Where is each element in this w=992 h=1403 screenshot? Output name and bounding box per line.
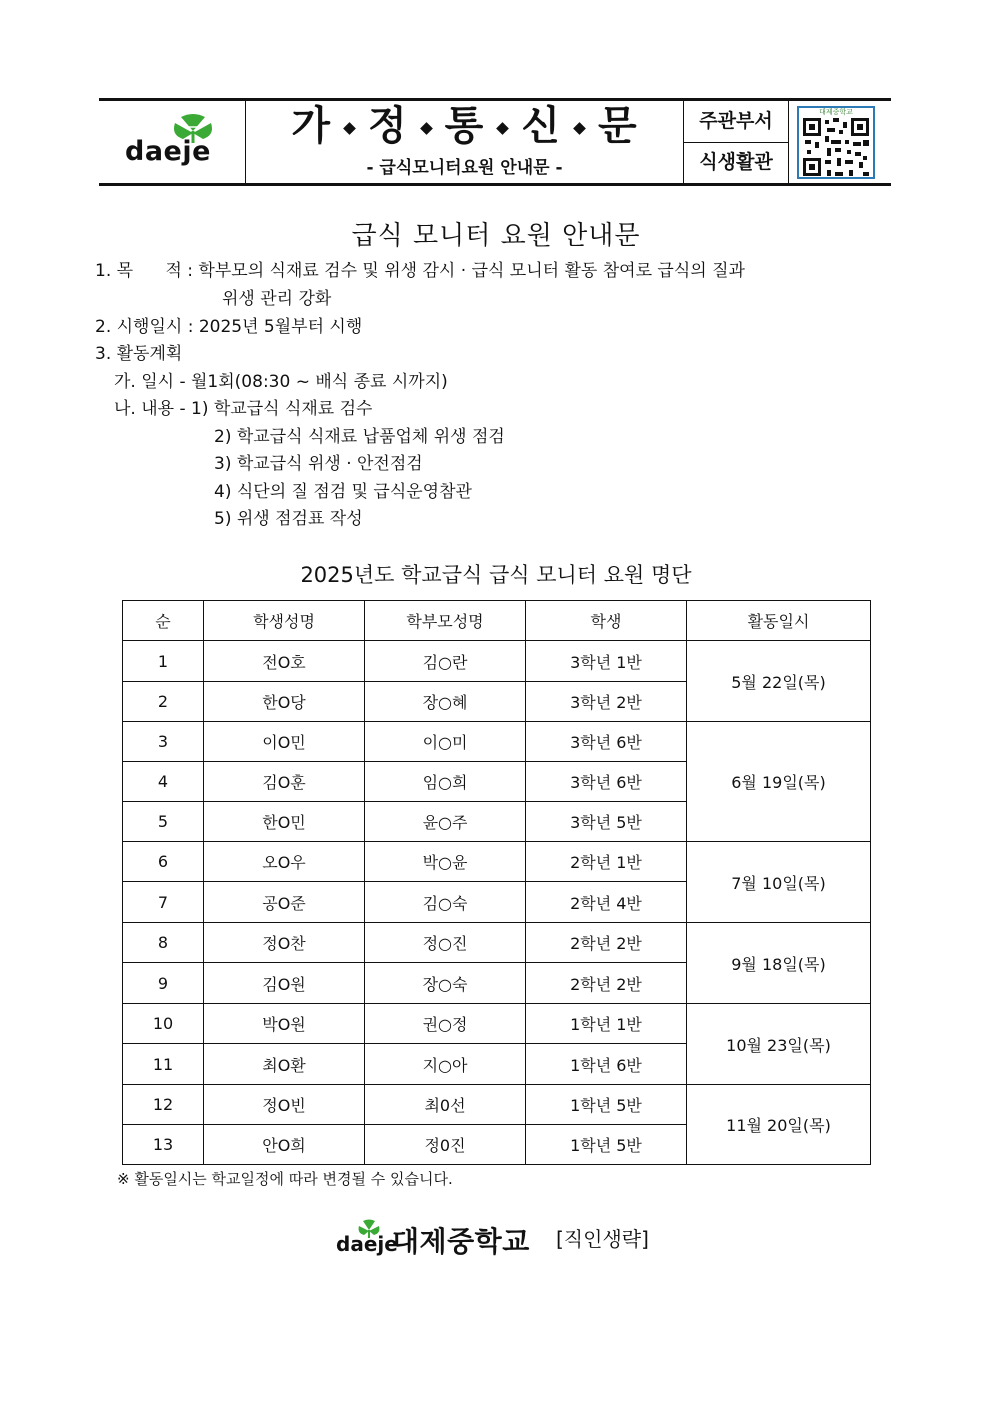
column-header: 학부모성명 bbox=[365, 601, 526, 641]
cell-class: 2학년 4반 bbox=[526, 882, 687, 923]
cell-student: 오O우 bbox=[204, 842, 365, 882]
cell-parent: 김○란 bbox=[365, 641, 526, 682]
cell-no: 12 bbox=[123, 1085, 204, 1125]
cell-class: 3학년 1반 bbox=[526, 641, 687, 682]
table-row bbox=[123, 842, 871, 882]
seal-omitted-text: [직인생략] bbox=[556, 1227, 649, 1251]
cell-student: 한O민 bbox=[204, 802, 365, 842]
title-char: 통 bbox=[444, 103, 485, 149]
cell-no: 4 bbox=[123, 762, 204, 802]
cell-class: 2학년 2반 bbox=[526, 923, 687, 963]
document-title: 급식 모니터 요원 안내문 bbox=[351, 221, 641, 251]
cell-parent: 김○숙 bbox=[365, 882, 526, 923]
table-row bbox=[123, 641, 871, 682]
page-title bbox=[246, 101, 683, 151]
cell-student: 한O당 bbox=[204, 682, 365, 722]
cell-student: 정O빈 bbox=[204, 1085, 365, 1125]
plan-content-3: 3) 학교급식 위생 · 안전점검 bbox=[214, 454, 423, 474]
cell-parent: 장○혜 bbox=[365, 682, 526, 722]
cell-parent: 박○윤 bbox=[365, 842, 526, 882]
cell-no: 7 bbox=[123, 882, 204, 923]
cell-parent: 장○숙 bbox=[365, 963, 526, 1004]
cell-student: 정O찬 bbox=[204, 923, 365, 963]
footer-logo-text: daeje bbox=[336, 1232, 398, 1256]
plan-content-4: 4) 식단의 질 점검 및 급식운영참관 bbox=[214, 482, 472, 502]
title-char: 가 bbox=[291, 103, 332, 149]
schedule-note: ※ 활동일시는 학교일정에 따라 변경될 수 있습니다. bbox=[117, 1170, 453, 1188]
cell-date: 10월 23일(목) bbox=[687, 1004, 871, 1085]
cell-parent: 윤○주 bbox=[365, 802, 526, 842]
table-row bbox=[123, 1085, 871, 1125]
cell-student: 김O훈 bbox=[204, 762, 365, 802]
plan-content-5: 5) 위생 점검표 작성 bbox=[214, 509, 363, 529]
cell-date: 7월 10일(목) bbox=[687, 842, 871, 923]
cell-student: 이O민 bbox=[204, 722, 365, 762]
cell-parent: 임○희 bbox=[365, 762, 526, 802]
department-cell bbox=[684, 101, 788, 183]
title-char: 문 bbox=[597, 103, 638, 149]
qr-cell bbox=[789, 101, 891, 183]
plan-content-2: 2) 학교급식 식재료 납품업체 위생 점검 bbox=[214, 427, 505, 447]
column-header: 학생성명 bbox=[204, 601, 365, 641]
cell-class: 3학년 2반 bbox=[526, 682, 687, 722]
cell-parent: 최0선 bbox=[365, 1085, 526, 1125]
cell-no: 2 bbox=[123, 682, 204, 722]
cell-student: 최O환 bbox=[204, 1044, 365, 1085]
cell-class: 2학년 2반 bbox=[526, 963, 687, 1004]
cell-no: 5 bbox=[123, 802, 204, 842]
cell-parent: 권○정 bbox=[365, 1004, 526, 1044]
cell-parent: 이○미 bbox=[365, 722, 526, 762]
cell-student: 전O호 bbox=[204, 641, 365, 682]
cell-class: 2학년 1반 bbox=[526, 842, 687, 882]
cell-no: 13 bbox=[123, 1125, 204, 1165]
cell-class: 1학년 6반 bbox=[526, 1044, 687, 1085]
cell-parent: 정○진 bbox=[365, 923, 526, 963]
column-header: 학생 bbox=[526, 601, 687, 641]
title-char: 정 bbox=[368, 103, 408, 149]
qr-code[interactable] bbox=[797, 106, 875, 179]
cell-class: 3학년 5반 bbox=[526, 802, 687, 842]
cell-student: 박O원 bbox=[204, 1004, 365, 1044]
column-header: 순 bbox=[123, 601, 204, 641]
plan-content-1: 나. 내용 - 1) 학교급식 식재료 검수 bbox=[114, 399, 373, 419]
cell-student: 안O희 bbox=[204, 1125, 365, 1165]
table-row bbox=[123, 722, 871, 762]
cell-no: 8 bbox=[123, 923, 204, 963]
cell-no: 3 bbox=[123, 722, 204, 762]
cell-student: 공O준 bbox=[204, 882, 365, 923]
title-cell bbox=[246, 101, 683, 183]
cell-date: 5월 22일(목) bbox=[687, 641, 871, 722]
cell-class: 1학년 5반 bbox=[526, 1085, 687, 1125]
cell-class: 3학년 6반 bbox=[526, 762, 687, 802]
cell-no: 1 bbox=[123, 641, 204, 682]
table-row bbox=[123, 923, 871, 963]
roster-title: 2025년도 학교급식 급식 모니터 요원 명단 bbox=[300, 563, 692, 587]
plan-heading: 3. 활동계획 bbox=[95, 344, 183, 364]
table-header-row bbox=[123, 601, 871, 641]
newsletter-header bbox=[99, 98, 891, 186]
cell-date: 9월 18일(목) bbox=[687, 923, 871, 1004]
cell-date: 11월 20일(목) bbox=[687, 1085, 871, 1165]
column-header: 활동일시 bbox=[687, 601, 871, 641]
purpose-line-cont: 위생 관리 강화 bbox=[222, 289, 332, 309]
dept-label: 주관부서 bbox=[684, 101, 788, 143]
cell-date: 6월 19일(목) bbox=[687, 722, 871, 842]
cell-class: 1학년 5반 bbox=[526, 1125, 687, 1165]
cell-class: 1학년 1반 bbox=[526, 1004, 687, 1044]
school-logo bbox=[99, 101, 245, 183]
school-name: 대제중학교 bbox=[392, 1225, 530, 1258]
cell-student: 김O원 bbox=[204, 963, 365, 1004]
plan-schedule: 가. 일시 - 월1회(08:30 ~ 배식 종료 시까지) bbox=[114, 372, 448, 392]
purpose-line: 1. 목 적 : 학부모의 식재료 검수 및 위생 감시 · 급식 모니터 활동 참여로 급식의 질과 bbox=[95, 261, 745, 281]
title-char: 신 bbox=[521, 103, 561, 149]
cell-class: 3학년 6반 bbox=[526, 722, 687, 762]
cell-parent: 지○아 bbox=[365, 1044, 526, 1085]
cell-no: 6 bbox=[123, 842, 204, 882]
table-row bbox=[123, 1004, 871, 1044]
cell-no: 11 bbox=[123, 1044, 204, 1085]
cell-no: 10 bbox=[123, 1004, 204, 1044]
date-line: 2. 시행일시 : 2025년 5월부터 시행 bbox=[95, 317, 363, 337]
qr-code-icon bbox=[803, 118, 869, 176]
logo-text: daeje bbox=[125, 136, 211, 167]
qr-caption: 대제중학교 bbox=[819, 108, 853, 116]
cell-no: 9 bbox=[123, 963, 204, 1004]
dept-value: 식생활관 bbox=[699, 151, 773, 173]
roster-table bbox=[122, 600, 871, 1165]
page-subtitle: - 급식모니터요원 안내문 - bbox=[366, 158, 563, 178]
cell-parent: 정0진 bbox=[365, 1125, 526, 1165]
